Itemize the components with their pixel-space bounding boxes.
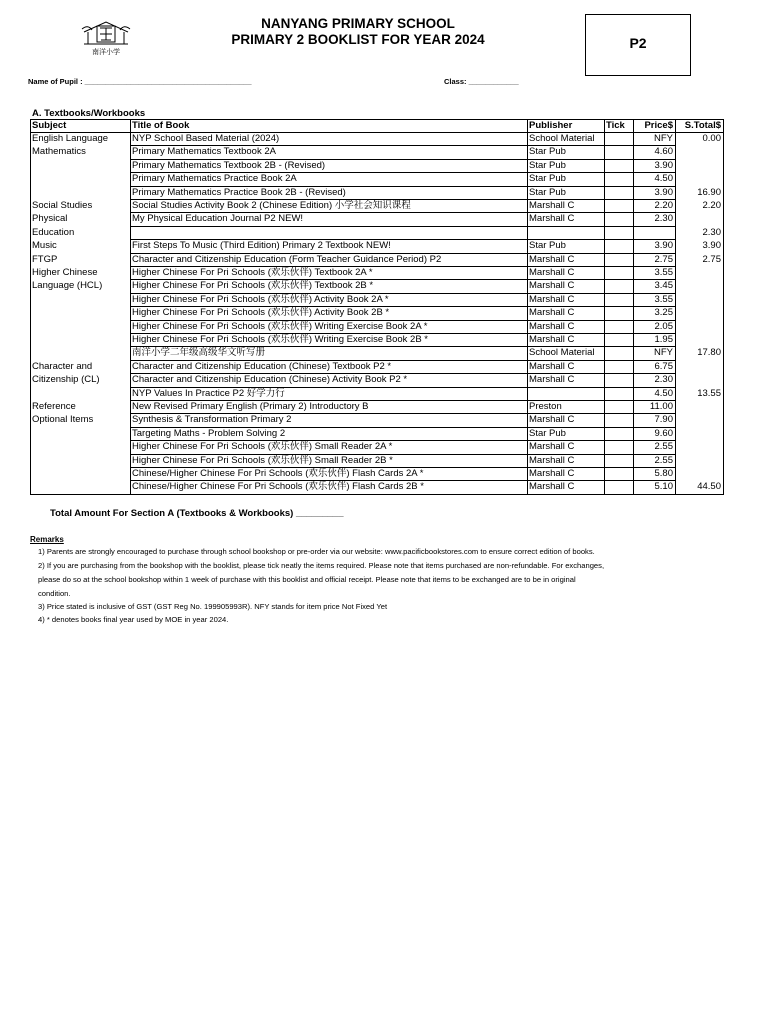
book-title-cell: Higher Chinese For Pri Schools (欢乐伙伴) Activity Book 2B * xyxy=(132,307,390,319)
publisher-cell: School Material xyxy=(529,347,595,359)
tick-cell[interactable] xyxy=(605,388,632,400)
publisher-cell: Marshall C xyxy=(529,266,575,278)
tick-cell[interactable] xyxy=(605,173,632,185)
table-col-line-0 xyxy=(30,119,31,495)
price-cell: 2.30 xyxy=(654,374,673,386)
remarks-title: Remarks xyxy=(30,535,64,544)
publisher-cell: Star Pub xyxy=(529,240,566,252)
subject-cell: Reference xyxy=(32,400,76,412)
school-logo xyxy=(80,18,132,56)
price-cell: 3.90 xyxy=(654,240,673,252)
publisher-cell: Marshall C xyxy=(529,320,575,332)
table-bottom-border xyxy=(30,494,724,495)
class-field[interactable]: Class: ____________ xyxy=(444,77,519,86)
tick-cell[interactable] xyxy=(605,321,632,333)
tick-cell[interactable] xyxy=(605,254,632,266)
book-title-cell: Higher Chinese For Pri Schools (欢乐伙伴) Small Reader 2B * xyxy=(132,454,393,466)
book-title-cell: Higher Chinese For Pri Schools (欢乐伙伴) Textbook 2A * xyxy=(132,266,373,278)
tick-cell[interactable] xyxy=(605,280,632,292)
table-row-line xyxy=(130,226,675,227)
publisher-cell: Marshall C xyxy=(529,307,575,319)
class-code: P2 xyxy=(629,35,647,51)
tick-cell[interactable] xyxy=(605,441,632,453)
book-title-cell: Primary Mathematics Textbook 2A xyxy=(132,146,276,158)
tick-cell[interactable] xyxy=(605,361,632,373)
price-cell: 2.30 xyxy=(654,213,673,225)
subject-cell: Character and xyxy=(32,360,93,372)
price-cell: 4.60 xyxy=(654,146,673,158)
price-cell: 4.50 xyxy=(654,173,673,185)
price-cell: NFY xyxy=(654,347,673,359)
tick-cell[interactable] xyxy=(605,428,632,440)
subtotal-cell: 2.20 xyxy=(702,199,721,211)
subject-cell: Education xyxy=(32,226,75,238)
book-title-cell: Higher Chinese For Pri Schools (欢乐伙伴) Writing Exercise Book 2B * xyxy=(132,333,429,345)
price-cell: NFY xyxy=(654,132,673,144)
price-cell: 6.75 xyxy=(654,360,673,372)
publisher-cell: Preston xyxy=(529,400,562,412)
col-header-subject: Subject xyxy=(32,119,67,131)
tick-cell[interactable] xyxy=(605,414,632,426)
book-title-cell: Higher Chinese For Pri Schools (欢乐伙伴) Activity Book 2A * xyxy=(132,293,389,305)
col-header-price: Price$ xyxy=(644,119,673,131)
publisher-cell: Marshall C xyxy=(529,253,575,265)
book-title-cell: First Steps To Music (Third Edition) Primary 2 Textbook NEW! xyxy=(132,240,391,252)
publisher-cell: School Material xyxy=(529,132,595,144)
school-name: NANYANG PRIMARY SCHOOL xyxy=(261,16,455,31)
subject-cell: Mathematics xyxy=(32,146,86,158)
subject-cell: English Language xyxy=(32,132,109,144)
book-title-cell: Primary Mathematics Textbook 2B - (Revised) xyxy=(132,159,326,171)
publisher-cell: Marshall C xyxy=(529,374,575,386)
price-cell: 2.75 xyxy=(654,253,673,265)
table-col-line-6 xyxy=(723,119,724,495)
subject-cell: Physical xyxy=(32,213,68,225)
book-title-cell: My Physical Education Journal P2 NEW! xyxy=(132,213,304,225)
remark-line: please do so at the school bookshop within 1 week of purchase with this booklist and official receipt. Please note that items to be exchanged are to be in original xyxy=(38,575,576,584)
price-cell: 2.20 xyxy=(654,199,673,211)
publisher-cell: Marshall C xyxy=(529,213,575,225)
subtotal-cell: 17.80 xyxy=(697,347,721,359)
book-title-cell: Character and Citizenship Education (Chinese) Textbook P2 * xyxy=(132,360,392,372)
col-header-tick: Tick xyxy=(606,119,625,131)
book-title-cell: Synthesis & Transformation Primary 2 xyxy=(132,414,292,426)
tick-cell[interactable] xyxy=(605,307,632,319)
tick-cell[interactable] xyxy=(605,455,632,467)
subtotal-cell: 13.55 xyxy=(697,387,721,399)
subtotal-cell: 16.90 xyxy=(697,186,721,198)
publisher-cell: Star Pub xyxy=(529,159,566,171)
publisher-cell: Marshall C xyxy=(529,199,575,211)
book-title-cell: Higher Chinese For Pri Schools (欢乐伙伴) Writing Exercise Book 2A * xyxy=(132,320,428,332)
remark-line: 4) * denotes books final year used by MOE in year 2024. xyxy=(38,615,229,624)
subtotal-cell: 0.00 xyxy=(702,132,721,144)
price-cell: 3.55 xyxy=(654,293,673,305)
publisher-cell: Star Pub xyxy=(529,146,566,158)
subtotal-cell: 44.50 xyxy=(697,481,721,493)
publisher-cell: Marshall C xyxy=(529,481,575,493)
col-header-title: Title of Book xyxy=(132,119,190,131)
subtotal-cell: 3.90 xyxy=(702,240,721,252)
tick-cell[interactable] xyxy=(605,267,632,279)
subject-cell: Higher Chinese xyxy=(32,266,98,278)
publisher-cell: Marshall C xyxy=(529,360,575,372)
col-header-publisher: Publisher xyxy=(529,119,573,131)
price-cell: 1.95 xyxy=(654,333,673,345)
price-cell: 3.25 xyxy=(654,307,673,319)
tick-cell[interactable] xyxy=(605,347,632,359)
remark-line: 2) If you are purchasing from the bookshop with the booklist, please tick neatly the items required. Please note that items purchased are non-refundable. For exchanges, xyxy=(38,561,605,570)
publisher-cell: Star Pub xyxy=(529,173,566,185)
publisher-cell: Marshall C xyxy=(529,414,575,426)
price-cell: 2.05 xyxy=(654,320,673,332)
book-title-cell: Primary Mathematics Practice Book 2A xyxy=(132,173,297,185)
remark-line: 1) Parents are strongly encouraged to purchase through school bookshop or pre-order via our website: www.pacificbookstores.com to ensure correct edition of books. xyxy=(38,547,595,556)
tick-cell[interactable] xyxy=(605,200,632,212)
logo-text: 南洋小学 xyxy=(92,48,120,56)
tick-cell[interactable] xyxy=(605,213,632,225)
book-title-cell: Character and Citizenship Education (Chinese) Activity Book P2 * xyxy=(132,374,408,386)
tick-cell[interactable] xyxy=(605,160,632,172)
subtotal-cell: 2.75 xyxy=(702,253,721,265)
book-title-cell: Social Studies Activity Book 2 (Chinese Edition) 小学社会知识课程 xyxy=(132,199,411,211)
tick-cell[interactable] xyxy=(605,374,632,386)
price-cell: 3.45 xyxy=(654,280,673,292)
publisher-cell: Star Pub xyxy=(529,427,566,439)
booklist-title: PRIMARY 2 BOOKLIST FOR YEAR 2024 xyxy=(231,32,485,47)
subtotal-cell: 2.30 xyxy=(702,226,721,238)
price-cell: 11.00 xyxy=(649,400,673,412)
book-title-cell: NYP Values In Practice P2 好学力行 xyxy=(132,387,285,399)
publisher-cell: Marshall C xyxy=(529,293,575,305)
book-title-cell: Primary Mathematics Practice Book 2B - (Revised) xyxy=(132,186,346,198)
subject-cell: Language (HCL) xyxy=(32,280,103,292)
publisher-cell: Marshall C xyxy=(529,467,575,479)
subject-cell: FTGP xyxy=(32,253,58,265)
publisher-cell: Marshall C xyxy=(529,333,575,345)
book-title-cell: Targeting Maths - Problem Solving 2 xyxy=(132,427,286,439)
book-title-cell: Higher Chinese For Pri Schools (欢乐伙伴) Small Reader 2A * xyxy=(132,441,393,453)
price-cell: 4.50 xyxy=(654,387,673,399)
name-of-pupil-field[interactable]: Name of Pupil : ________________________________________ xyxy=(28,77,252,86)
subject-cell: Optional Items xyxy=(32,414,94,426)
price-cell: 3.90 xyxy=(654,186,673,198)
tick-cell[interactable] xyxy=(605,468,632,480)
book-title-cell: Higher Chinese For Pri Schools (欢乐伙伴) Textbook 2B * xyxy=(132,280,374,292)
book-title-cell: New Revised Primary English (Primary 2) Introductory B xyxy=(132,400,369,412)
remark-line: 3) Price stated is inclusive of GST (GST Reg No. 199905993R). NFY stands for item price Not Fixed Yet xyxy=(38,602,388,611)
price-cell: 2.55 xyxy=(654,441,673,453)
price-cell: 7.90 xyxy=(654,414,673,426)
class-code-box xyxy=(585,14,691,76)
publisher-cell: Marshall C xyxy=(529,454,575,466)
price-cell: 5.80 xyxy=(654,467,673,479)
section-a-title: A. Textbooks/Workbooks xyxy=(32,108,146,119)
table-col-line-5 xyxy=(675,119,676,495)
book-title-cell: Chinese/Higher Chinese For Pri Schools (欢乐伙伴) Flash Cards 2B * xyxy=(132,481,424,493)
price-cell: 3.90 xyxy=(654,159,673,171)
price-cell: 5.10 xyxy=(654,481,673,493)
subject-cell: Music xyxy=(32,240,57,252)
tick-cell[interactable] xyxy=(605,294,632,306)
book-title-cell: 南洋小学二年级高级华文听写册 xyxy=(132,347,266,359)
price-cell: 9.60 xyxy=(654,427,673,439)
tick-cell[interactable] xyxy=(605,334,632,346)
price-cell: 3.55 xyxy=(654,266,673,278)
book-title-cell: Chinese/Higher Chinese For Pri Schools (欢乐伙伴) Flash Cards 2A * xyxy=(132,467,424,479)
tick-cell[interactable] xyxy=(605,227,632,239)
tick-cell[interactable] xyxy=(605,481,632,493)
remark-line: condition. xyxy=(38,589,71,598)
subject-cell: Citizenship (CL) xyxy=(32,374,100,386)
publisher-cell: Marshall C xyxy=(529,280,575,292)
tick-cell[interactable] xyxy=(605,146,632,158)
section-a-total: Total Amount For Section A (Textbooks & Workbooks) _________ xyxy=(50,508,344,519)
book-title-cell: Character and Citizenship Education (Form Teacher Guidance Period) P2 xyxy=(132,253,442,265)
price-cell: 2.55 xyxy=(654,454,673,466)
subject-cell: Social Studies xyxy=(32,199,93,211)
tick-cell[interactable] xyxy=(605,240,632,252)
publisher-cell: Star Pub xyxy=(529,186,566,198)
col-header-subtotal: S.Total$ xyxy=(684,119,721,131)
book-title-cell: NYP School Based Material (2024) xyxy=(132,132,280,144)
tick-cell[interactable] xyxy=(605,401,632,413)
tick-cell[interactable] xyxy=(605,133,632,145)
publisher-cell: Marshall C xyxy=(529,441,575,453)
tick-cell[interactable] xyxy=(605,187,632,199)
